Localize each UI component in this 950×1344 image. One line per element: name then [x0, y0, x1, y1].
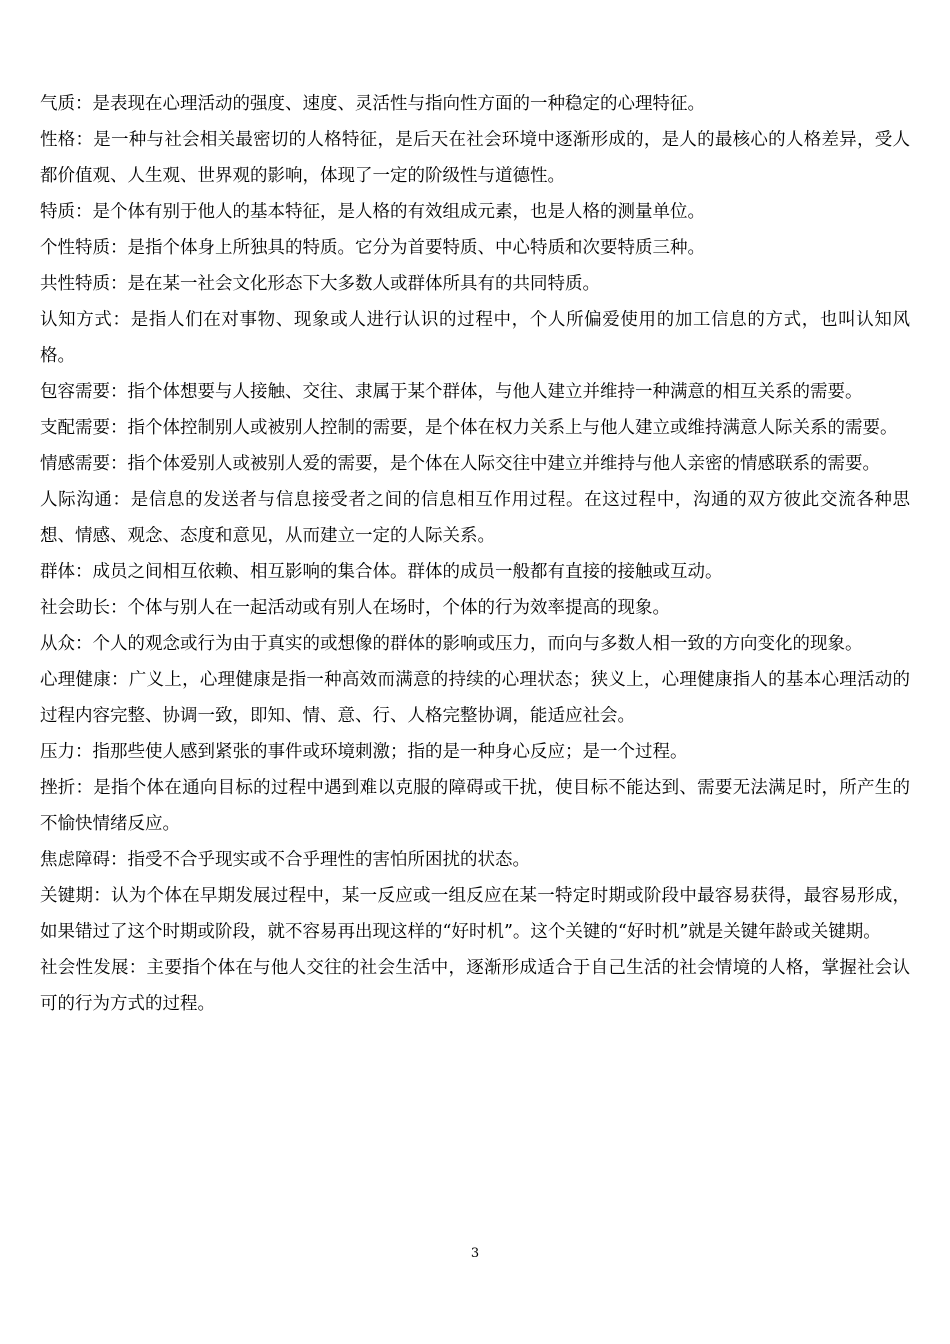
definition-entry: 认知方式：是指人们在对事物、现象或人进行认识的过程中，个人所偏爱使用的加工信息的方式，也叫认知风格。 [40, 310, 910, 366]
definition-entry: 情感需要：指个体爱别人或被别人爱的需要，是个体在人际交往中建立并维持与他人亲密的情感联系的需要。 [40, 454, 880, 474]
definition-entry: 共性特质：是在某一社会文化形态下大多数人或群体所具有的共同特质。 [40, 274, 600, 294]
definition-entry: 心理健康：广义上，心理健康是指一种高效而满意的持续的心理状态；狭义上，心理健康指人的基本心理活动的过程内容完整、协调一致，即知、情、意、行、人格完整协调，能适应社会。 [40, 670, 910, 726]
definition-entry: 关键期：认为个体在早期发展过程中，某一反应或一组反应在某一特定时期或阶段中最容易获得，最容易形成，如果错过了这个时期或阶段，就不容易再出现这样的“好时机”。这个关键的“好时机”就是关键年龄或关键期。 [40, 886, 910, 942]
definition-entry: 个性特质：是指个体身上所独具的特质。它分为首要特质、中心特质和次要特质三种。 [40, 238, 705, 258]
page-number: 3 [470, 1246, 480, 1261]
definition-entry: 气质：是表现在心理活动的强度、速度、灵活性与指向性方面的一种稳定的心理特征。 [40, 94, 705, 114]
definition-entry: 压力：指那些使人感到紧张的事件或环境刺激；指的是一种身心反应；是一个过程。 [40, 742, 688, 762]
definition-entry: 焦虑障碍：指受不合乎现实或不合乎理性的害怕所困扰的状态。 [40, 850, 530, 870]
definition-entry: 从众：个人的观念或行为由于真实的或想像的群体的影响或压力，而向与多数人相一致的方向变化的现象。 [40, 634, 863, 654]
definition-entry: 社会性发展：主要指个体在与他人交往的社会生活中，逐渐形成适合于自己生活的社会情境的人格，掌握社会认可的行为方式的过程。 [40, 958, 910, 1014]
definition-entry: 挫折：是指个体在通向目标的过程中遇到难以克服的障碍或干扰，使目标不能达到、需要无法满足时，所产生的不愉快情绪反应。 [40, 778, 910, 834]
definition-entry: 包容需要：指个体想要与人接触、交往、隶属于某个群体，与他人建立并维持一种满意的相互关系的需要。 [40, 382, 863, 402]
definition-entry: 特质：是个体有别于他人的基本特征，是人格的有效组成元素，也是人格的测量单位。 [40, 202, 705, 222]
definition-entry: 人际沟通：是信息的发送者与信息接受者之间的信息相互作用过程。在这过程中，沟通的双方彼此交流各种思想、情感、观念、态度和意见，从而建立一定的人际关系。 [40, 490, 910, 546]
definition-entry: 社会助长：个体与别人在一起活动或有别人在场时，个体的行为效率提高的现象。 [40, 598, 670, 618]
definition-entry: 性格：是一种与社会相关最密切的人格特征，是后天在社会环境中逐渐形成的，是人的最核心的人格差异，受人都价值观、人生观、世界观的影响，体现了一定的阶级性与道德性。 [40, 130, 910, 186]
definition-entry: 支配需要：指个体控制别人或被别人控制的需要，是个体在权力关系上与他人建立或维持满意人际关系的需要。 [40, 418, 898, 438]
definition-list [40, 86, 910, 1022]
definition-entry: 群体：成员之间相互依赖、相互影响的集合体。群体的成员一般都有直接的接触或互动。 [40, 562, 723, 582]
